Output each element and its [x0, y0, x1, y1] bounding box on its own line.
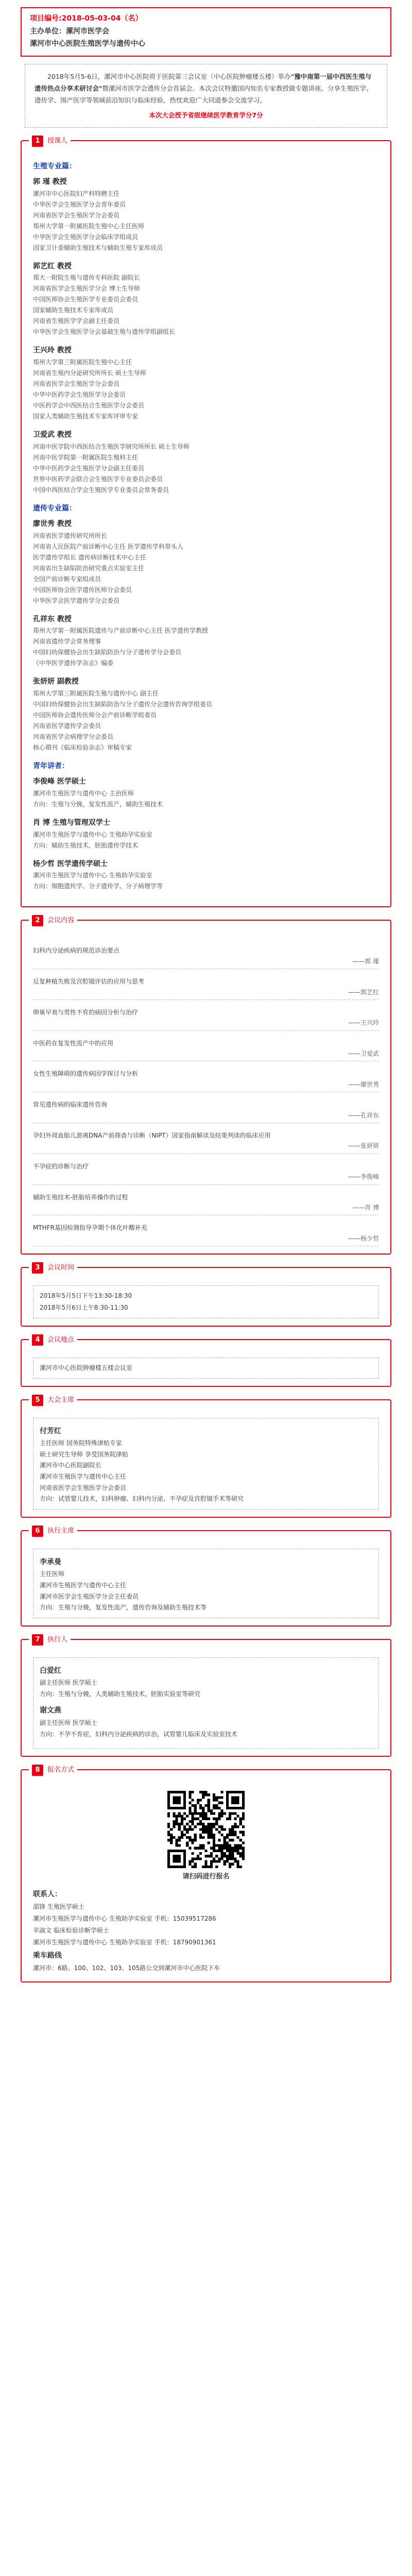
chair-detail-line: 漯河市生殖医学与遗传中心主任	[40, 1472, 127, 1480]
speaker-title-line: 中华医学会生殖医学分会基础生殖与遗传学组副组长	[33, 328, 176, 336]
speaker-name: 王兴玲 教授	[33, 346, 72, 355]
qr-code-icon[interactable]	[167, 1791, 245, 1868]
speaker-title-line: 河南省医学会生殖医学分会委员	[33, 380, 120, 388]
executor-name: 谢文燕	[40, 1706, 61, 1715]
section-venue	[21, 1335, 391, 1387]
time-line-2: 2018年5月6日上午8:30-11:30	[40, 1303, 128, 1311]
speaker-title-line: 医学遗传学组长 遗传病诊断技术中心主任	[33, 553, 146, 561]
chair-detail-line: 方向：试管婴儿技术，妇科肿瘤、妇科内分泌、不孕症及宫腔镜手术等研究	[40, 1495, 244, 1503]
speaker-card	[33, 518, 379, 606]
section-title: 会议内容	[47, 917, 75, 925]
time-box	[33, 1285, 379, 1318]
section-chair	[21, 1396, 391, 1518]
speaker-title-line: 中华中医药学会生殖医学分会委员	[33, 391, 126, 399]
executor-card	[40, 1704, 372, 1740]
speaker-title-line: 河南省生殖内分泌研究所所长 硕士生导师	[33, 369, 146, 377]
section-header	[29, 1262, 77, 1274]
chair-details	[40, 1438, 372, 1505]
speaker-title-line: 中华中医药学会生殖医学分会副主任委员	[33, 464, 145, 472]
group-title-genetics: 遗传专业篇：	[33, 504, 76, 513]
speaker-title-line: 方向：辅助生殖技术，胚胎遗传学技术	[33, 841, 139, 849]
speaker-title-line: 郑州大学第一附属医院生殖中心主任医师	[33, 222, 145, 230]
section-title: 会议时间	[47, 1264, 75, 1272]
executor-name: 白爱红	[40, 1666, 61, 1675]
speaker-name: 廖世秀 教授	[33, 519, 72, 528]
project-date: 项目编号:2018-05-03-04（名）	[30, 14, 143, 23]
topic-title: 卵巢早衰与男性不育的病因分析与治疗	[33, 1008, 139, 1016]
speaker-card	[33, 176, 379, 253]
section-header	[29, 1526, 77, 1537]
topic-row	[33, 1031, 379, 1062]
section-signup	[21, 1766, 391, 1982]
section-number: 7	[32, 1634, 43, 1646]
topic-speaker: ——李俊峰	[348, 1173, 379, 1181]
topic-speaker: ——张妍妍	[348, 1142, 379, 1150]
intro-part-1: 2018年5月5-6日，漯河市中心医院将于医院第三会议室（中心医院肿瘤楼五楼）举办	[47, 72, 291, 80]
topic-speaker: ——王兴玲	[348, 1019, 379, 1027]
speaker-card	[33, 817, 379, 851]
group-title-reproductive: 生殖专业篇：	[33, 162, 76, 171]
chair-detail-line: 主任医师 国务院特殊津贴专家	[40, 1439, 122, 1447]
intro-text	[25, 64, 387, 128]
chair-detail-line: 河南省医学会生殖医学分会委员	[40, 1484, 127, 1492]
speaker-name: 郭艺红 教授	[33, 262, 72, 270]
speaker-name: 肖 博 生殖与管理双学士	[33, 818, 110, 827]
topic-speaker: ——杨少哲	[348, 1234, 379, 1242]
speaker-title-line: 河南省医学会生殖医学分会 博士生导师	[33, 285, 140, 293]
contact-block	[33, 1889, 379, 1974]
speaker-title-line: 漯河市生殖医学与遗传中心 生殖助孕实验室	[33, 872, 152, 879]
topic-row	[33, 1185, 379, 1216]
chair-box	[33, 1418, 379, 1510]
executor-detail-line: 方向：不孕不育症，妇科内分泌疾病的诊治，试管婴儿临床及实验室技术	[40, 1730, 238, 1738]
speaker-title-line: 方向：生殖与分娩，复发性流产，辅助生殖技术	[33, 800, 163, 808]
venue-box	[33, 1358, 379, 1379]
topic-row	[33, 1215, 379, 1246]
qr-code-wrapper	[33, 1791, 379, 1868]
executor-detail-line: 副主任医师 医学硕士	[40, 1719, 97, 1727]
speaker-title-line: 国家卫计委辅助生殖技术与辅助生殖专家库成员	[33, 244, 163, 251]
exec-chair-details	[40, 1569, 372, 1613]
speaker-title-line: 方向：细胞遗传学、分子遗传学、分子病理学等	[33, 883, 163, 890]
time-line-1: 2018年5月5日下午13:30-18:30	[40, 1292, 132, 1300]
section-number: 8	[32, 1765, 43, 1776]
section-title: 大会主席	[47, 1396, 75, 1404]
speaker-title-line: 中国医师协会医学遗传医师分会委员	[33, 586, 132, 594]
speaker-title-line: 核心期刊《临床检验杂志》审稿专家	[33, 744, 132, 752]
contact-label: 联系人：	[33, 1890, 62, 1899]
executor-detail-line: 方向：生殖与分娩，人类辅助生殖技术，胚胎实验室等研究	[40, 1690, 201, 1698]
event-info-box	[21, 7, 391, 57]
exec-chair-detail-line: 漯河市医学会生殖医学分会主任委员	[40, 1592, 139, 1600]
chair-name: 付芳红	[40, 1427, 61, 1435]
topic-row	[33, 1123, 379, 1154]
contact-1-name: 邵锋 生殖医学硕士	[33, 1903, 84, 1911]
speaker-title-line: 河南省医学遗传研究所所长	[33, 532, 108, 539]
speaker-list-genetics	[33, 518, 379, 753]
speaker-title-line: 中国妇幼保健协会出生缺陷防治与分子遗传学分会委员	[33, 649, 182, 656]
speaker-name: 郭 瑾 教授	[33, 177, 67, 186]
section-executors	[21, 1635, 391, 1757]
speaker-card	[33, 345, 379, 422]
section-title: 执行主席	[47, 1527, 75, 1535]
speaker-title-line: 郑州大学第三附属医院生殖中心主任	[33, 359, 132, 366]
exec-chair-name: 李承曼	[40, 1557, 61, 1566]
section-header	[29, 1395, 77, 1406]
speaker-title-line: 郑大一附院生殖与遗传专科医院 副院长	[33, 274, 140, 282]
route-label: 乘车路线	[33, 1952, 62, 1960]
section-number: 2	[32, 915, 43, 926]
section-number: 6	[32, 1526, 43, 1537]
speaker-title-line: 河南省医学遗传学会委员	[33, 722, 101, 730]
topic-title: MTHFR基因检测指导孕期个体化叶酸补充	[33, 1224, 147, 1232]
speaker-name: 张妍妍 副教授	[33, 677, 79, 686]
speaker-name: 孔祥东 教授	[33, 615, 72, 623]
section-header	[29, 915, 77, 926]
speaker-title-line: 中国医师协会遗传医师分会产前诊断学组委员	[33, 711, 157, 719]
topic-title: 常见遗传病的临床遗传咨询	[33, 1101, 108, 1109]
topic-title: 女性生殖障碍的遗传病因学探讨与分析	[33, 1070, 139, 1078]
speaker-title-line: 郑州大学第一附属医院遗传与产前诊断中心主任 医学遗传学教授	[33, 627, 208, 635]
speaker-card	[33, 858, 379, 892]
topic-title: 妇科内分泌疾病的规范诊治要点	[33, 947, 120, 955]
exec-chair-detail-line: 漯河市生殖医学与遗传中心主任	[40, 1581, 127, 1589]
section-header	[29, 1765, 77, 1776]
speaker-title-line: 中国医师协会生殖医学专业委员会委员	[33, 296, 139, 303]
topic-title: 辅助生殖技术-胚胎培养操作的过程	[33, 1193, 128, 1201]
speaker-title-line: 中华医学会医学遗传学分会委员	[33, 597, 120, 604]
speaker-title-line: 河南省遗传学会常务理事	[33, 638, 101, 646]
speaker-card	[33, 614, 379, 669]
contact-2-name: 辛淑文 临床检验诊断学硕士	[33, 1926, 109, 1934]
speaker-title-line: 国家辅助生殖技术专家库成员	[33, 307, 114, 314]
topic-row	[33, 938, 379, 969]
speaker-title-line: 全国产前诊断专家组成员	[33, 575, 101, 583]
speaker-list-reproductive	[33, 176, 379, 496]
executor-detail-line: 副主任医师 医学硕士	[40, 1679, 97, 1687]
section-title: 报名方式	[47, 1766, 75, 1774]
speaker-title-line: 中国中西医结合学会生殖医学专业委员会常务委员	[33, 486, 169, 494]
host: 漯河市中心医院生殖医学与遗传中心	[30, 40, 145, 48]
venue-text: 漯河市中心医院肿瘤楼五楼会议室	[40, 1364, 133, 1371]
section-title: 授课人	[47, 137, 68, 145]
section-number: 4	[32, 1334, 43, 1346]
topic-title: 反复种植失败及宫腔镜评估的应用与思考	[33, 978, 145, 986]
speaker-title-line: 河南省人民医院产前诊断中心主任 医学遗传学科带头人	[33, 543, 183, 550]
speaker-title-line: 国家人类辅助生殖技术专家库评审专家	[33, 413, 139, 420]
topic-row	[33, 969, 379, 1000]
section-speakers	[21, 137, 391, 907]
section-header	[29, 135, 71, 147]
section-number: 3	[32, 1262, 43, 1274]
exec-chair-detail-line: 主任医师	[40, 1570, 65, 1578]
section-number: 5	[32, 1395, 43, 1406]
speaker-title-line: 漯河市中心医院妇产科特聘主任	[33, 190, 120, 197]
route-info: 漯河市：6路、100、102、103、105路公交到漯河市中心医院下车	[33, 1964, 220, 1972]
section-content	[21, 917, 391, 1255]
speaker-card	[33, 429, 379, 496]
section-header	[29, 1334, 77, 1346]
qr-caption: 请扫码进行报名	[182, 1873, 230, 1881]
credit-notice: 本次大会授予省级继续医学教育学分7分	[149, 111, 263, 119]
speaker-title-line: 漯河市生殖医学与遗传中心 主治医师	[33, 789, 134, 797]
topic-row	[33, 1154, 379, 1185]
topic-speaker: ——廖世秀	[348, 1080, 379, 1088]
topic-title: 中医药在复发性流产中的应用	[33, 1039, 114, 1047]
exec-chair-box	[33, 1549, 379, 1618]
topic-speaker: ——孔祥东	[348, 1111, 379, 1119]
speaker-title-line: 河南省生殖医学学会副主任委员	[33, 317, 120, 325]
exec-chair-detail-line: 方向：生殖与分娩，复发性流产，遗传咨询及辅助生殖技术等	[40, 1604, 207, 1612]
topic-row	[33, 1061, 379, 1092]
executor-box	[33, 1657, 379, 1749]
topic-title: 不孕症的诊断与治疗	[33, 1162, 89, 1170]
speaker-title-line: 河南中医学院中西医结合生殖医学研究所所长 硕士生导师	[33, 443, 190, 450]
speaker-card	[33, 776, 379, 810]
section-title: 执行人	[47, 1635, 68, 1643]
chair-detail-line: 硕士研究生导师 享受国务院津贴	[40, 1450, 128, 1458]
section-title: 会议地点	[47, 1335, 75, 1344]
speaker-title-line: 河南中医学院第一附属医院生殖科主任	[33, 453, 139, 461]
speaker-title-line: 漯河市生殖医学与遗传中心 生殖助孕实验室	[33, 831, 152, 838]
section-number: 1	[32, 135, 43, 147]
group-title-young: 青年讲者：	[33, 762, 69, 771]
speaker-title-line: 河南省医学会生殖医学分会委员	[33, 211, 120, 219]
chair-detail-line: 漯河市中心医院副院长	[40, 1462, 102, 1469]
speaker-title-line: 世界中医药学会联合会生殖医学专业委员会委员	[33, 475, 163, 483]
speaker-card	[33, 261, 379, 338]
intro-part-2: 暨漯河市医学会遗传分会首届会。本次会议特邀国内知名专家教授做专题讲座。分享生殖医学、遗传学、围产医学等领域前沿知识与临床经验，热忱欢迎广大同道参会交流学习。	[35, 84, 373, 104]
topic-title: 孕妇外周血胎儿游离DNA产前筛查与诊断（NIPT）国家指南解读及结果判读的临床应用	[33, 1132, 271, 1140]
section-exec-chair	[21, 1527, 391, 1626]
speaker-list-young	[33, 776, 379, 892]
speaker-title-line: 郑州大学第三附属医院生殖与遗传中心 副主任	[33, 690, 159, 698]
section-header	[29, 1634, 71, 1646]
speaker-title-line: 《中华医学遗传学杂志》编委	[33, 659, 114, 667]
topic-list	[33, 938, 379, 1246]
contact-2-info: 漯河市生殖医学与遗传中心 生殖助孕实验室 手机：18790901361	[33, 1938, 216, 1946]
section-time	[21, 1264, 391, 1327]
topic-row	[33, 1092, 379, 1123]
topic-speaker: ——郭艺红	[348, 988, 379, 996]
speaker-name: 李俊峰 医学硕士	[33, 777, 86, 786]
topic-row	[33, 1000, 379, 1031]
speaker-name: 杨少哲 医学遗传学硕士	[33, 859, 108, 868]
executor-card	[40, 1664, 372, 1700]
intro-meeting-title: "豫中南第一届中西医生殖与遗传热点分享术研讨会"	[35, 72, 372, 92]
speaker-title-line: 中华医学会生殖医学分会临床学组成员	[33, 233, 139, 241]
speaker-title-line: 中华医学会生殖医学分会青年委员	[33, 200, 126, 208]
speaker-title-line: 中国妇幼保健协会出生缺陷防治与分子遗传分会遗传咨询学组委员	[33, 701, 213, 708]
topic-speaker: ——肖 博	[352, 1204, 379, 1211]
topic-speaker: ——卫爱武	[348, 1050, 379, 1058]
speaker-name: 卫爱武 教授	[33, 431, 72, 439]
speaker-title-line: 河南省医学会病理学分会委员	[33, 733, 114, 741]
topic-speaker: ——郭 瑾	[352, 957, 379, 965]
speaker-card	[33, 676, 379, 753]
speaker-title-line: 河南省出生缺陷防治研究重点实验室主任	[33, 564, 145, 572]
speaker-title-line: 中医药学会中西医结合生殖医学分会委员	[33, 402, 145, 410]
contact-1-info: 漯河市生殖医学与遗传中心 生殖助孕实验室 手机：15039517286	[33, 1914, 216, 1922]
organizer: 主办单位：漯河市医学会	[30, 27, 109, 36]
